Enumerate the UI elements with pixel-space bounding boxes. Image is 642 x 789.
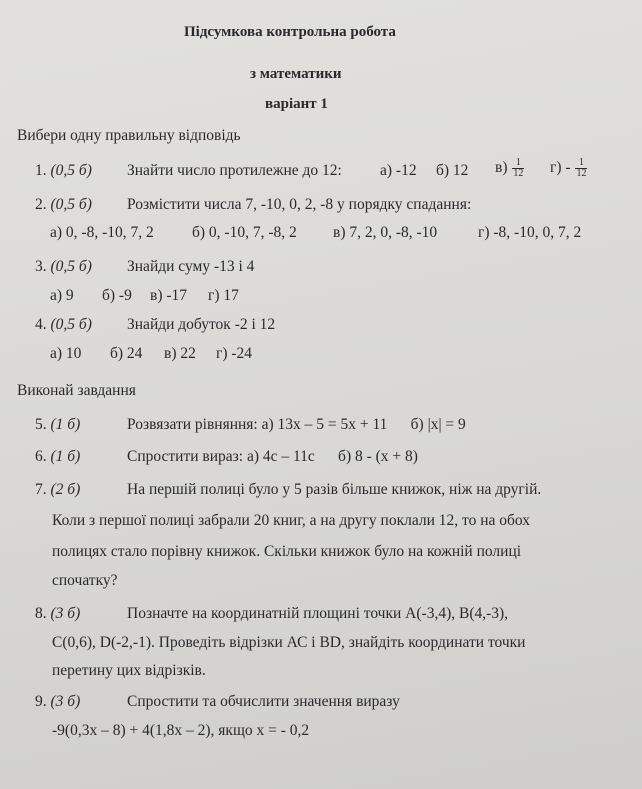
- q4-option-b: б) 24: [110, 345, 143, 362]
- q1-option-d-fraction: [575, 158, 587, 179]
- q9-row: [35, 693, 80, 711]
- doc-title: Підсумкова контрольна робота: [184, 24, 396, 40]
- q2-points: (0,5 б): [50, 196, 92, 213]
- q2-option-d: г) -8, -10, 0, 7, 2: [478, 224, 582, 241]
- q1-text: Знайти число протилежне до 12:: [127, 162, 342, 179]
- q7-line-2: Коли з першої полиці забрали 20 книг, а на другу поклали 12, то на обох: [52, 512, 531, 529]
- q8-line-1: Позначте на координатній площині точки А(-3,4), В(4,-3),: [127, 605, 509, 622]
- q4-row: [35, 316, 92, 334]
- q1-row: [35, 162, 92, 180]
- q7-number: 7.: [35, 481, 47, 498]
- q3-option-c: в) -17: [150, 287, 188, 304]
- q6-row: [35, 448, 80, 466]
- q8-line-2: С(0,6), D(-2,-1). Проведіть відрізки АС і ВD, знайдіть координати точки: [52, 634, 526, 651]
- q2-row: [35, 196, 92, 214]
- q9-number: 9.: [35, 693, 47, 710]
- q6-number: 6.: [35, 448, 47, 465]
- q7-row: [35, 481, 80, 499]
- q1-option-a: а) -12: [380, 162, 417, 179]
- q1-option-c: [495, 158, 525, 179]
- q7-line-4: спочатку?: [52, 572, 118, 589]
- q3-number: 3.: [35, 258, 47, 275]
- q8-number: 8.: [35, 605, 47, 622]
- q8-points: (3 б): [50, 605, 81, 622]
- q3-row: [35, 258, 92, 276]
- q5-row: [35, 416, 80, 434]
- doc-variant: варіант 1: [265, 96, 328, 112]
- q7-points: (2 б): [50, 481, 81, 498]
- q9-points: (3 б): [50, 693, 81, 710]
- q1-option-c-label: в): [495, 159, 508, 177]
- q4-number: 4.: [35, 316, 47, 333]
- q8-row: [35, 605, 80, 623]
- q1-d-numerator: 1: [575, 158, 587, 169]
- q2-option-b: б) 0, -10, 7, -8, 2: [192, 224, 297, 241]
- q4-points: (0,5 б): [50, 316, 92, 333]
- q3-option-a: а) 9: [50, 287, 74, 304]
- doc-subject: з математики: [250, 66, 342, 82]
- q1-d-denominator: 12: [576, 168, 587, 179]
- section2-heading: Виконай завдання: [17, 382, 136, 399]
- q6-text: Спростити вираз: а) 4c – 11c б) 8 - (x + 8): [127, 448, 418, 465]
- q8-line-3: перетину цих відрізків.: [52, 662, 206, 679]
- q4-option-c: в) 22: [164, 345, 196, 362]
- q7-line-1: На першій полиці було у 5 разів більше книжок, ніж на другій.: [127, 481, 542, 498]
- q7-line-3: полицях стало порівну книжок. Скільки книжок було на кожній полиці: [52, 543, 522, 560]
- q1-c-numerator: 1: [512, 158, 524, 169]
- q3-text: Знайди суму -13 і 4: [127, 258, 255, 275]
- q3-option-d: г) 17: [208, 287, 239, 304]
- q1-option-d: [550, 158, 588, 179]
- q6-points: (1 б): [50, 448, 81, 465]
- q1-points: (0,5 б): [50, 162, 92, 179]
- section1-heading: Вибери одну правильну відповідь: [17, 127, 241, 144]
- q1-number: 1.: [35, 162, 47, 179]
- q1-option-d-label: г) -: [550, 159, 571, 177]
- q4-option-a: а) 10: [50, 345, 82, 362]
- q3-option-b: б) -9: [102, 287, 132, 304]
- q2-text: Розмістити числа 7, -10, 0, 2, -8 у порядку спадання:: [127, 196, 472, 213]
- q5-text: Розвязати рівняння: а) 13x – 5 = 5x + 11 б) |x| = 9: [127, 416, 466, 433]
- q2-number: 2.: [35, 196, 47, 213]
- q3-points: (0,5 б): [50, 258, 92, 275]
- q1-option-b: б) 12: [436, 162, 469, 179]
- q4-text: Знайди добуток -2 і 12: [127, 316, 276, 333]
- q5-number: 5.: [35, 416, 47, 433]
- q9-line-1: Спростити та обчислити значення виразу: [127, 693, 400, 710]
- q5-points: (1 б): [50, 416, 81, 433]
- q2-option-a: а) 0, -8, -10, 7, 2: [50, 224, 154, 241]
- q1-c-denominator: 12: [513, 168, 524, 179]
- q1-option-c-fraction: [512, 158, 524, 179]
- q2-option-c: в) 7, 2, 0, -8, -10: [333, 224, 438, 241]
- q4-option-d: г) -24: [216, 345, 253, 362]
- q9-line-2: -9(0,3x – 8) + 4(1,8x – 2), якщо x = - 0,2: [52, 722, 310, 739]
